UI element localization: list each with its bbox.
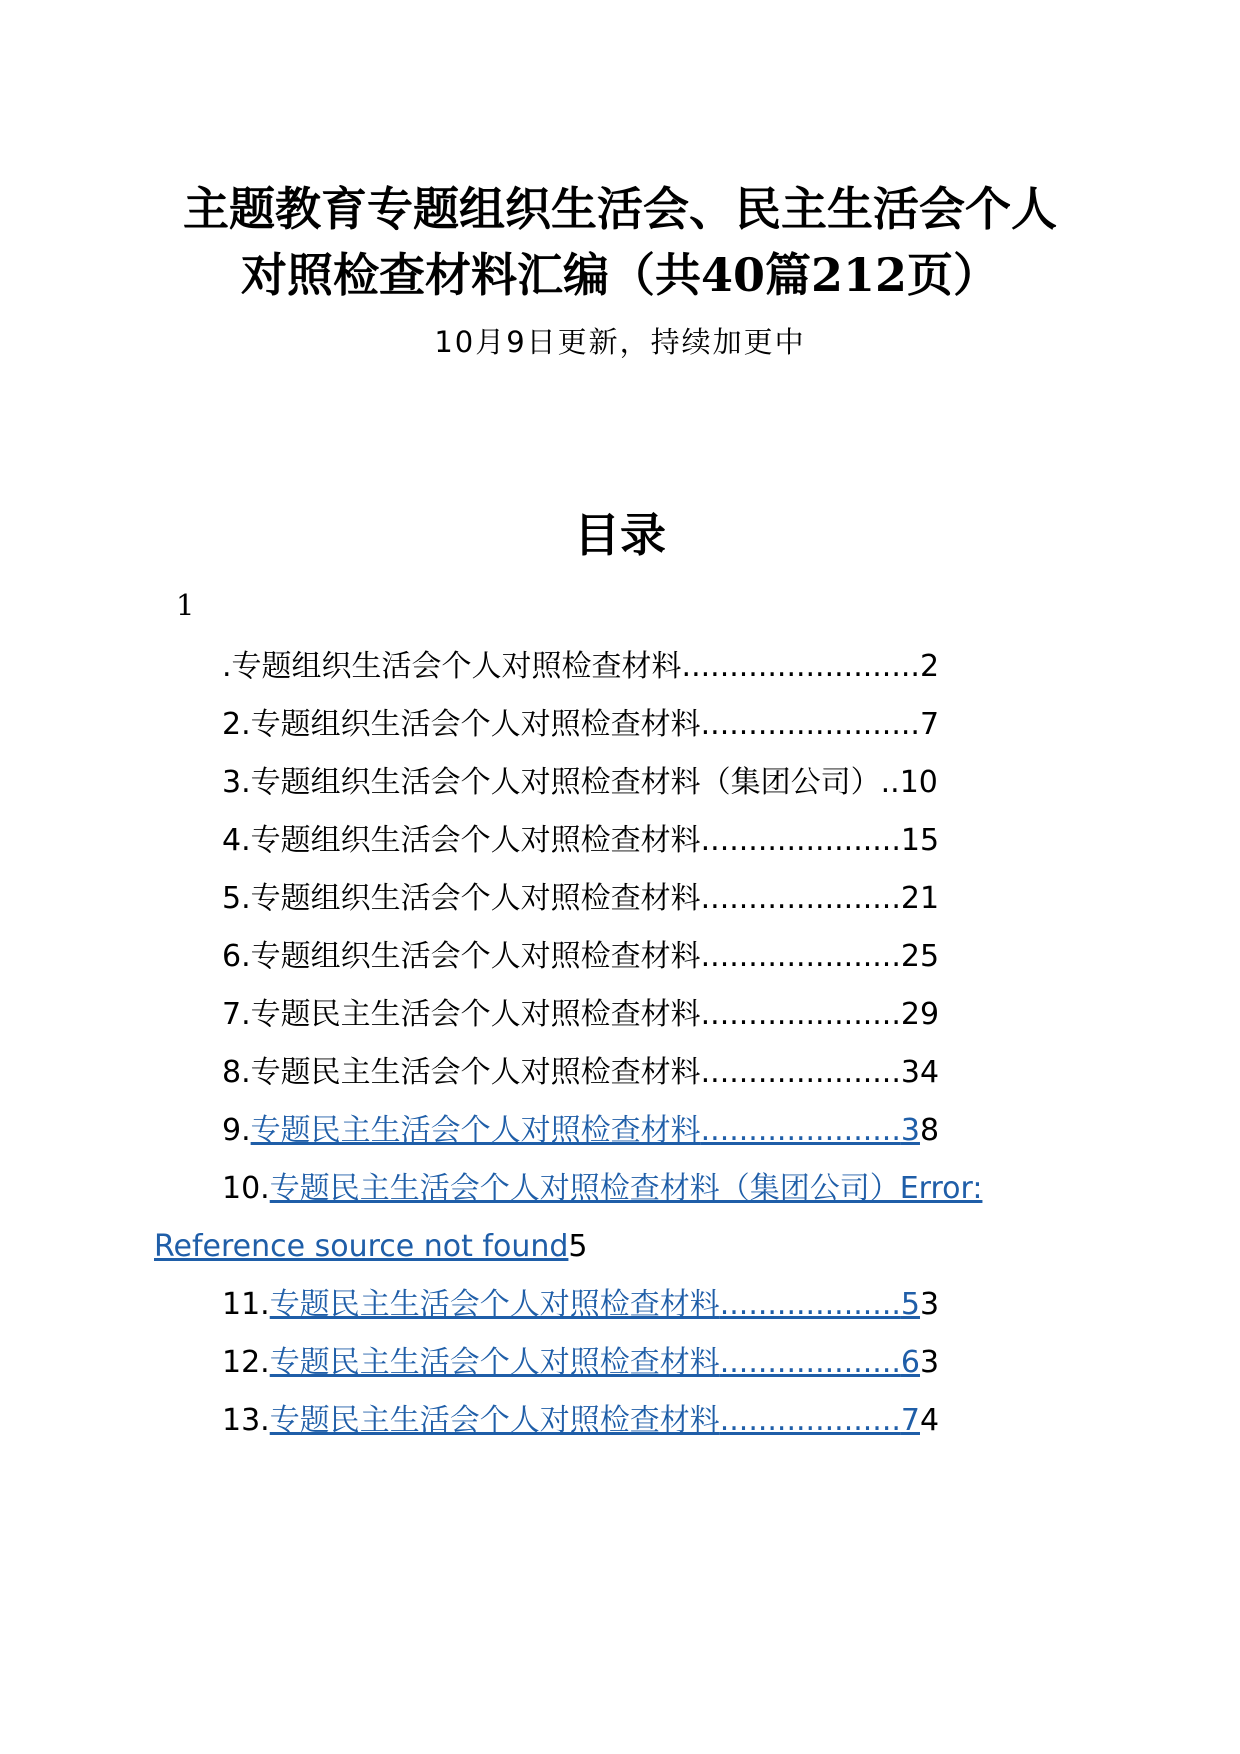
- toc-item-label: 专题民主生活会个人对照检查材料: [269, 1345, 720, 1380]
- toc-page-link-digit: 7: [900, 1403, 920, 1438]
- toc-page-number: 15: [900, 823, 940, 858]
- toc-page-number: 34: [900, 1055, 940, 1090]
- toc-page-number: 10: [899, 765, 938, 800]
- toc-leader-dots: .....................: [700, 1055, 901, 1090]
- toc-page-number: 4: [920, 1403, 940, 1438]
- toc-item-link[interactable]: [270, 1287, 920, 1322]
- toc-page-number: 7: [919, 707, 940, 742]
- toc-leader-dots: ..: [880, 765, 900, 800]
- toc-page-number: 2: [919, 649, 940, 684]
- toc-leader-dots: .....................: [700, 823, 901, 858]
- toc-page-number: 3: [920, 1287, 940, 1322]
- toc-leader-dots: .......................: [700, 707, 920, 742]
- toc-item-label: 专题民主生活会个人对照检查材料: [250, 997, 701, 1032]
- toc-leader-dots: ...................: [719, 1403, 901, 1438]
- toc-item-number: 11.: [222, 1287, 270, 1322]
- toc-page-link-digit: 3: [900, 1113, 920, 1148]
- toc-leader-dots: .....................: [700, 939, 901, 974]
- toc-page-link-digit: 6: [900, 1345, 920, 1380]
- toc-leader-dots: .........................: [681, 649, 920, 684]
- toc-item-9[interactable]: [222, 1109, 1022, 1153]
- toc-number-marker: 1: [176, 588, 195, 622]
- toc-item-number: 10.: [222, 1171, 270, 1206]
- toc-item-label: 专题组织生活会个人对照检查材料: [250, 881, 701, 916]
- toc-item-label: 专题民主生活会个人对照检查材料: [269, 1287, 720, 1322]
- toc-item-label: 专题组织生活会个人对照检查材料: [250, 707, 701, 742]
- toc-page-number: 3: [920, 1345, 940, 1380]
- toc-heading: 目录: [574, 508, 666, 562]
- toc-item-number: 4.: [222, 823, 251, 858]
- toc-leader-dots: .....................: [700, 997, 901, 1032]
- toc-item-13[interactable]: [222, 1399, 1022, 1443]
- toc-item-number: 5.: [222, 881, 251, 916]
- toc-item-label: 专题组织生活会个人对照检查材料（集团公司）: [250, 765, 881, 800]
- toc-item-label: 专题民主生活会个人对照检查材料: [269, 1403, 720, 1438]
- toc-item-number: 12.: [222, 1345, 270, 1380]
- toc-item-7[interactable]: [222, 993, 1022, 1037]
- toc-item-10-continued[interactable]: [154, 1225, 1014, 1269]
- toc-item-label: 专题民主生活会个人对照检查材料（集团公司）Error:: [269, 1171, 983, 1206]
- toc-error-reference-link[interactable]: Reference source not found: [154, 1229, 569, 1264]
- toc-item-12[interactable]: [222, 1341, 1022, 1385]
- toc-leader-dots: ...................: [719, 1345, 901, 1380]
- toc-item-1[interactable]: [222, 645, 1022, 689]
- title-line-1: 主题教育专题组织生活会、民主生活会个人: [183, 182, 1057, 236]
- toc-item-number: 3.: [222, 765, 251, 800]
- toc-item-2[interactable]: [222, 703, 1022, 747]
- toc-item-number: 9.: [222, 1113, 251, 1148]
- toc-page-number: 8: [919, 1113, 940, 1148]
- toc-item-number: 7.: [222, 997, 251, 1032]
- toc-item-number: 13.: [222, 1403, 270, 1438]
- toc-item-5[interactable]: [222, 877, 1022, 921]
- toc-item-link[interactable]: [270, 1403, 920, 1438]
- toc-item-number: 2.: [222, 707, 251, 742]
- toc-page-link-digit: 5: [900, 1287, 920, 1322]
- toc-item-link[interactable]: [270, 1171, 983, 1206]
- toc-page-number: 5: [568, 1229, 588, 1264]
- toc-item-link[interactable]: [251, 1113, 920, 1148]
- toc-item-label: 专题组织生活会个人对照检查材料: [250, 939, 701, 974]
- toc-leader-dots: .....................: [700, 881, 901, 916]
- update-note: 10月9日更新，持续加更中: [434, 325, 806, 359]
- toc-item-label: 专题民主生活会个人对照检查材料: [250, 1113, 701, 1148]
- toc-leader-dots: .....................: [700, 1113, 901, 1148]
- toc-item-11[interactable]: [222, 1283, 1022, 1327]
- toc-page-number: 25: [900, 939, 940, 974]
- toc-item-label: 专题组织生活会个人对照检查材料: [250, 823, 701, 858]
- toc-item-10[interactable]: [222, 1167, 1082, 1211]
- toc-item-4[interactable]: [222, 819, 1022, 863]
- toc-page-number: 29: [900, 997, 940, 1032]
- toc-item-label: 专题民主生活会个人对照检查材料: [250, 1055, 701, 1090]
- title-line-2: 对照检查材料汇编（共40篇212页）: [240, 248, 1000, 302]
- toc-item-number: 8.: [222, 1055, 251, 1090]
- toc-item-3[interactable]: [222, 761, 1022, 805]
- toc-item-number: 6.: [222, 939, 251, 974]
- toc-page-number: 21: [900, 881, 940, 916]
- toc-item-link[interactable]: [270, 1345, 920, 1380]
- document-title: [150, 176, 1090, 308]
- toc-leader-dots: ...................: [719, 1287, 901, 1322]
- toc-item-label: .专题组织生活会个人对照检查材料: [222, 649, 682, 684]
- toc-item-8[interactable]: [222, 1051, 1022, 1095]
- toc-item-6[interactable]: [222, 935, 1022, 979]
